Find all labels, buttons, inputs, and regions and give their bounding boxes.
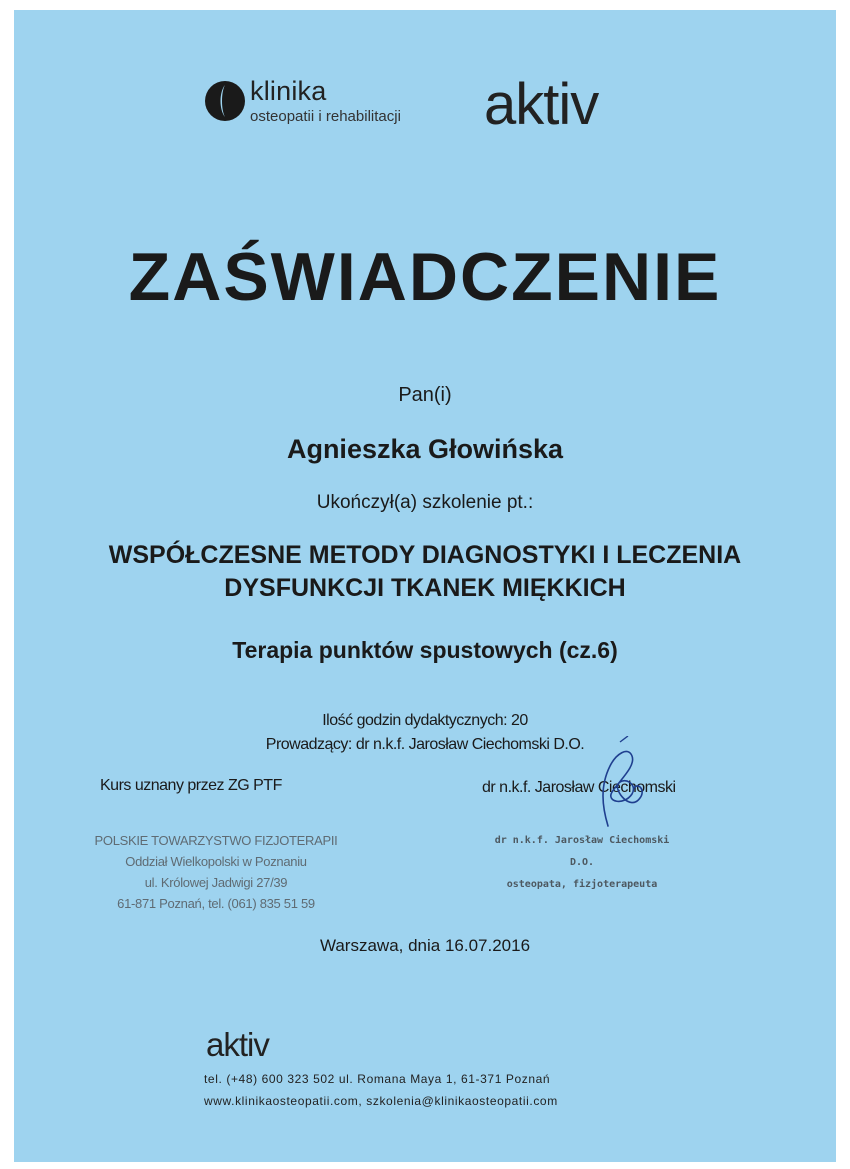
footer-contact-line1: tel. (+48) 600 323 502 ul. Romana Maya 1, 61-371 Poznań: [204, 1072, 551, 1086]
salutation: Pan(i): [398, 384, 452, 406]
completed-text: Ukończył(a) szkolenie pt.:: [316, 492, 534, 513]
certificate-sheet: [14, 10, 836, 1162]
ptf-stamp-line: 61-871 Poznań, tel. (061) 835 51 59: [117, 896, 315, 911]
signature-image: [580, 736, 670, 836]
ptf-stamp-line: Oddział Wielkopolski w Poznaniu: [125, 854, 307, 869]
doctor-stamp: [482, 830, 682, 896]
ptf-stamp: [66, 830, 366, 914]
signer-name: dr n.k.f. Jarosław Ciechomski: [482, 779, 676, 796]
klinika-logo-icon: [204, 80, 246, 122]
document-title: ZAŚWIADCZENIE: [128, 239, 722, 315]
recipient-name: Agnieszka Głowińska: [286, 434, 564, 464]
aktiv-logo-text: aktiv: [484, 72, 599, 137]
hours-text: Ilość godzin dydaktycznych: 20: [322, 712, 528, 729]
klinika-logo-subtitle: osteopatii i rehabilitacji: [250, 108, 401, 125]
recognition-text: Kurs uznany przez ZG PTF: [100, 777, 282, 794]
footer-contact-line2: www.klinikaosteopatii.com, szkolenia@klinikaosteopatii.com: [204, 1094, 558, 1108]
doctor-stamp-line: dr n.k.f. Jarosław Ciechomski D.O.: [494, 835, 670, 868]
ptf-stamp-line: POLSKIE TOWARZYSTWO FIZJOTERAPII: [94, 833, 338, 848]
lead-instructor: Prowadzący: dr n.k.f. Jarosław Ciechomski D.O.: [265, 736, 585, 753]
doctor-stamp-line: osteopata, fizjoterapeuta: [506, 879, 658, 890]
klinika-logo-name: klinika: [250, 76, 327, 106]
course-subtitle: Terapia punktów spustowych (cz.6): [232, 637, 618, 663]
course-title-line1: WSPÓŁCZESNE METODY DIAGNOSTYKI I LECZENIA: [108, 541, 742, 569]
ptf-stamp-line: ul. Królowej Jadwigi 27/39: [144, 875, 288, 890]
aktiv-logo: [484, 72, 599, 137]
issue-date: Warszawa, dnia 16.07.2016: [319, 936, 531, 955]
footer-aktiv-logo-text: aktiv: [206, 1026, 269, 1063]
course-title-line2: DYSFUNKCJI TKANEK MIĘKKICH: [224, 574, 626, 602]
footer-aktiv-logo: [206, 1028, 269, 1062]
